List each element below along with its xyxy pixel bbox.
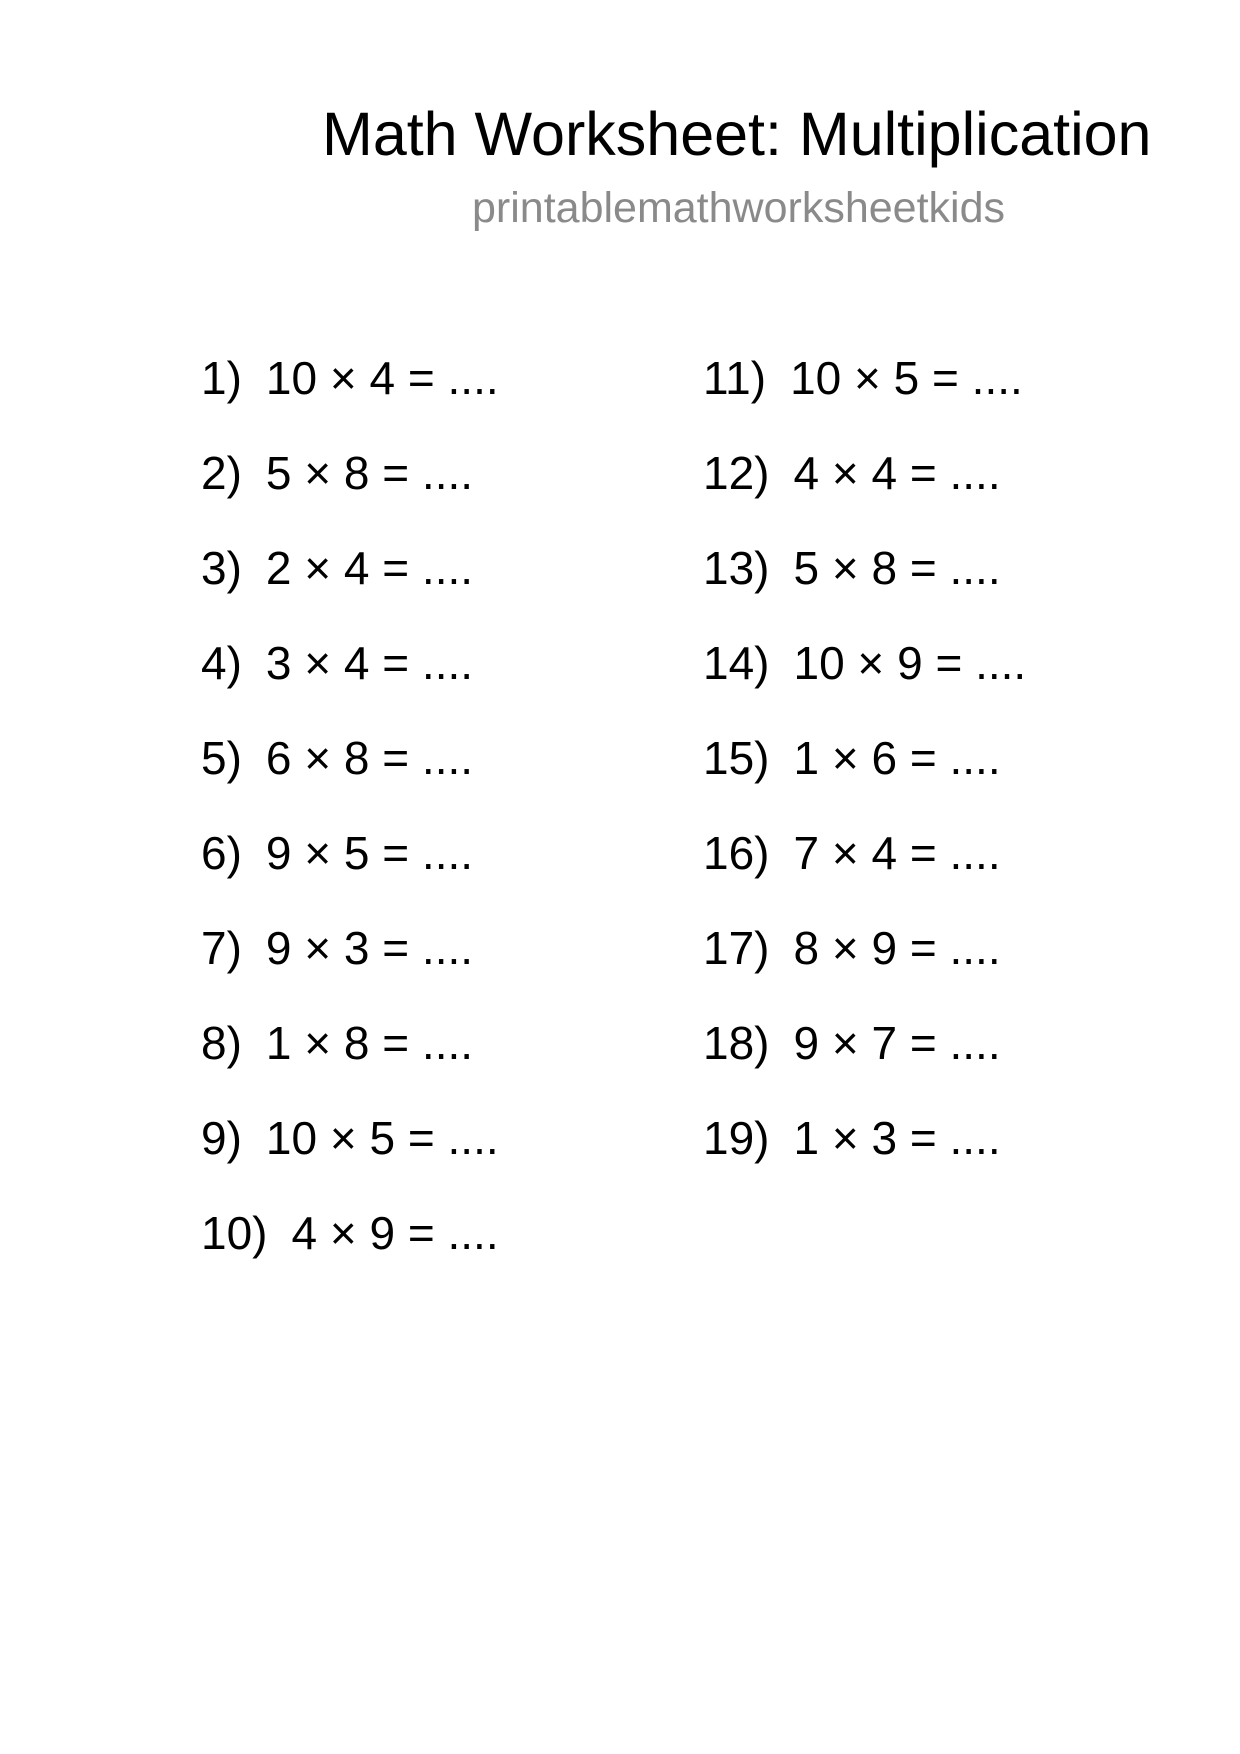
problem-expression: 2 × 4 = .... bbox=[265, 542, 474, 594]
problem-number: 15) bbox=[703, 732, 770, 784]
problem-item bbox=[201, 918, 621, 1013]
problem-number: 16) bbox=[703, 827, 770, 879]
problem-number: 13) bbox=[703, 542, 770, 594]
problem-expression: 1 × 6 = .... bbox=[793, 732, 1001, 784]
problem-number: 17) bbox=[703, 922, 770, 974]
problem-item bbox=[703, 918, 1123, 1013]
problem-item bbox=[201, 1108, 621, 1203]
problem-column-left bbox=[201, 348, 621, 1298]
problem-expression: 10 × 4 = .... bbox=[265, 352, 499, 404]
problem-expression: 10 × 9 = .... bbox=[793, 637, 1027, 689]
problem-item bbox=[201, 728, 621, 823]
problem-number: 9) bbox=[201, 1112, 242, 1164]
problem-item bbox=[703, 823, 1123, 918]
problem-expression: 9 × 3 = .... bbox=[265, 922, 474, 974]
problem-expression: 9 × 5 = .... bbox=[265, 827, 474, 879]
problem-item bbox=[201, 823, 621, 918]
page-title: Math Worksheet: Multiplication bbox=[322, 100, 1152, 168]
problem-expression: 8 × 9 = .... bbox=[793, 922, 1001, 974]
problem-number: 8) bbox=[201, 1017, 242, 1069]
problem-number: 7) bbox=[201, 922, 242, 974]
problem-expression: 7 × 4 = .... bbox=[793, 827, 1001, 879]
problem-item bbox=[201, 1203, 621, 1298]
problem-expression: 9 × 7 = .... bbox=[793, 1017, 1001, 1069]
problem-number: 1) bbox=[201, 352, 242, 404]
problem-expression: 4 × 4 = .... bbox=[793, 447, 1001, 499]
problem-item bbox=[703, 1108, 1123, 1203]
problem-item bbox=[201, 348, 621, 443]
problem-number: 12) bbox=[703, 447, 770, 499]
problem-expression: 4 × 9 = .... bbox=[291, 1207, 499, 1259]
problem-item bbox=[201, 538, 621, 633]
problem-expression: 10 × 5 = .... bbox=[790, 352, 1023, 404]
problem-expression: 6 × 8 = .... bbox=[265, 732, 474, 784]
problem-expression: 3 × 4 = .... bbox=[265, 637, 474, 689]
problem-column-right bbox=[703, 348, 1123, 1203]
problem-number: 5) bbox=[201, 732, 242, 784]
problem-item bbox=[703, 728, 1123, 823]
problem-number: 10) bbox=[201, 1207, 268, 1259]
problem-number: 19) bbox=[703, 1112, 770, 1164]
problem-number: 6) bbox=[201, 827, 242, 879]
problem-number: 18) bbox=[703, 1017, 770, 1069]
problem-number: 2) bbox=[201, 447, 242, 499]
problem-item bbox=[201, 633, 621, 728]
page-subtitle: printablemathworksheetkids bbox=[472, 184, 1005, 232]
problem-number: 11) bbox=[703, 352, 767, 404]
problem-expression: 1 × 8 = .... bbox=[265, 1017, 474, 1069]
problem-item bbox=[703, 443, 1123, 538]
problem-item bbox=[703, 633, 1123, 728]
problem-expression: 1 × 3 = .... bbox=[793, 1112, 1001, 1164]
problem-item bbox=[703, 348, 1123, 443]
problem-item bbox=[201, 1013, 621, 1108]
problem-item bbox=[703, 1013, 1123, 1108]
problem-expression: 5 × 8 = .... bbox=[793, 542, 1001, 594]
problem-expression: 10 × 5 = .... bbox=[265, 1112, 499, 1164]
problem-number: 4) bbox=[201, 637, 242, 689]
problem-expression: 5 × 8 = .... bbox=[265, 447, 474, 499]
problem-item bbox=[703, 538, 1123, 633]
problem-number: 3) bbox=[201, 542, 242, 594]
problem-item bbox=[201, 443, 621, 538]
problem-number: 14) bbox=[703, 637, 770, 689]
